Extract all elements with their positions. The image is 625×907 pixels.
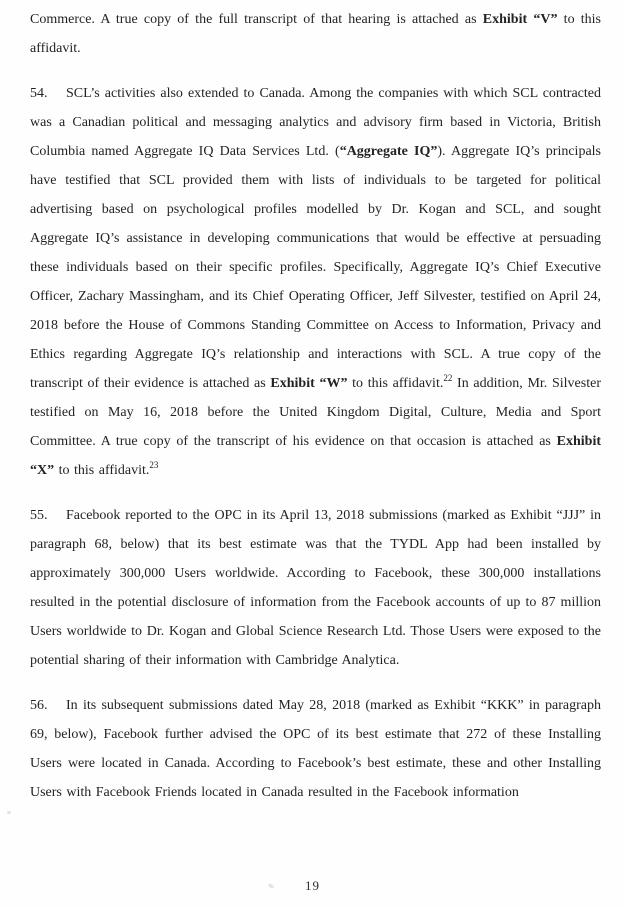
paragraph [30, 79, 601, 485]
page-number: 19 [305, 878, 320, 893]
scan-smudge [7, 811, 11, 814]
exhibit-reference: “Aggregate IQ” [339, 144, 438, 159]
text-run: to this affidavit. [54, 463, 150, 478]
paragraph [30, 5, 601, 63]
exhibit-reference: Exhibit “X” [30, 434, 601, 478]
text-run: In addition, Mr. Silvester testified on May 16, 2018 before the United Kingdom Digital, Culture, Media and Sport Committee. A true copy of the transcript of his evidence on that occasion is attached as [30, 376, 601, 449]
text-run: SCL’s activities also extended to Canada. Among the companies with which SCL contracted was a Canadian political and messaging analytics and advisory firm based in Victoria, British Columbia named Aggregate IQ Data Services Ltd. ( [30, 86, 601, 159]
exhibit-reference: Exhibit “V” [482, 12, 558, 27]
paragraph-number: 54. [30, 86, 48, 101]
footnote-reference: 23 [149, 460, 159, 470]
paragraph [30, 501, 601, 675]
text-run: In its subsequent submissions dated May 28, 2018 (marked as Exhibit “KKK” in paragraph 69, below), Facebook further advised the OPC of its best estimate that 272 of these Installing Users were located in Canada. According to Facebook’s best estimate, these and other Installing Users with Facebook Friends located in Canada resulted in the Facebook information [30, 698, 601, 800]
text-run: to this affidavit. [347, 376, 444, 391]
text-run: ). Aggregate IQ’s principals have testified that SCL provided them with lists of individuals to be targeted for political advertising based on psychological profiles modelled by Dr. Kogan and SCL, and sought Aggregate IQ’s assistance in developing communications that would be effective at persuading these individuals based on their specific profiles. Specifically, Aggregate IQ’s Chief Executive Officer, Zachary Massingham, and its Chief Operating Officer, Jeff Silvester, testified on April 24, 2018 before the House of Commons Standing Committee on Access to Information, Privacy and Ethics regarding Aggregate IQ’s relationship and interactions with SCL. A true copy of the transcript of their evidence is attached as [30, 144, 601, 391]
document-body [30, 5, 601, 823]
footnote-reference: 22 [443, 373, 453, 383]
text-run: Facebook reported to the OPC in its April 13, 2018 submissions (marked as Exhibit “JJJ” in paragraph 68, below) that its best estimate was that the TYDL App had been installed by approximately 300,000 Users worldwide. According to Facebook, these 300,000 installations resulted in the potential disclosure of information from the Facebook accounts of up to 87 million Users worldwide to Dr. Kogan and Global Science Research Ltd. Those Users were exposed to the potential sharing of their information with Cambridge Analytica. [30, 508, 601, 668]
text-run: Commerce. A true copy of the full transcript of that hearing is attached as [30, 12, 483, 27]
exhibit-reference: Exhibit “W” [270, 376, 348, 391]
text-run: to this affidavit. [30, 12, 602, 56]
paragraph [30, 691, 601, 807]
paragraph-number: 56. [30, 698, 48, 713]
paragraph-number: 55. [30, 508, 48, 523]
